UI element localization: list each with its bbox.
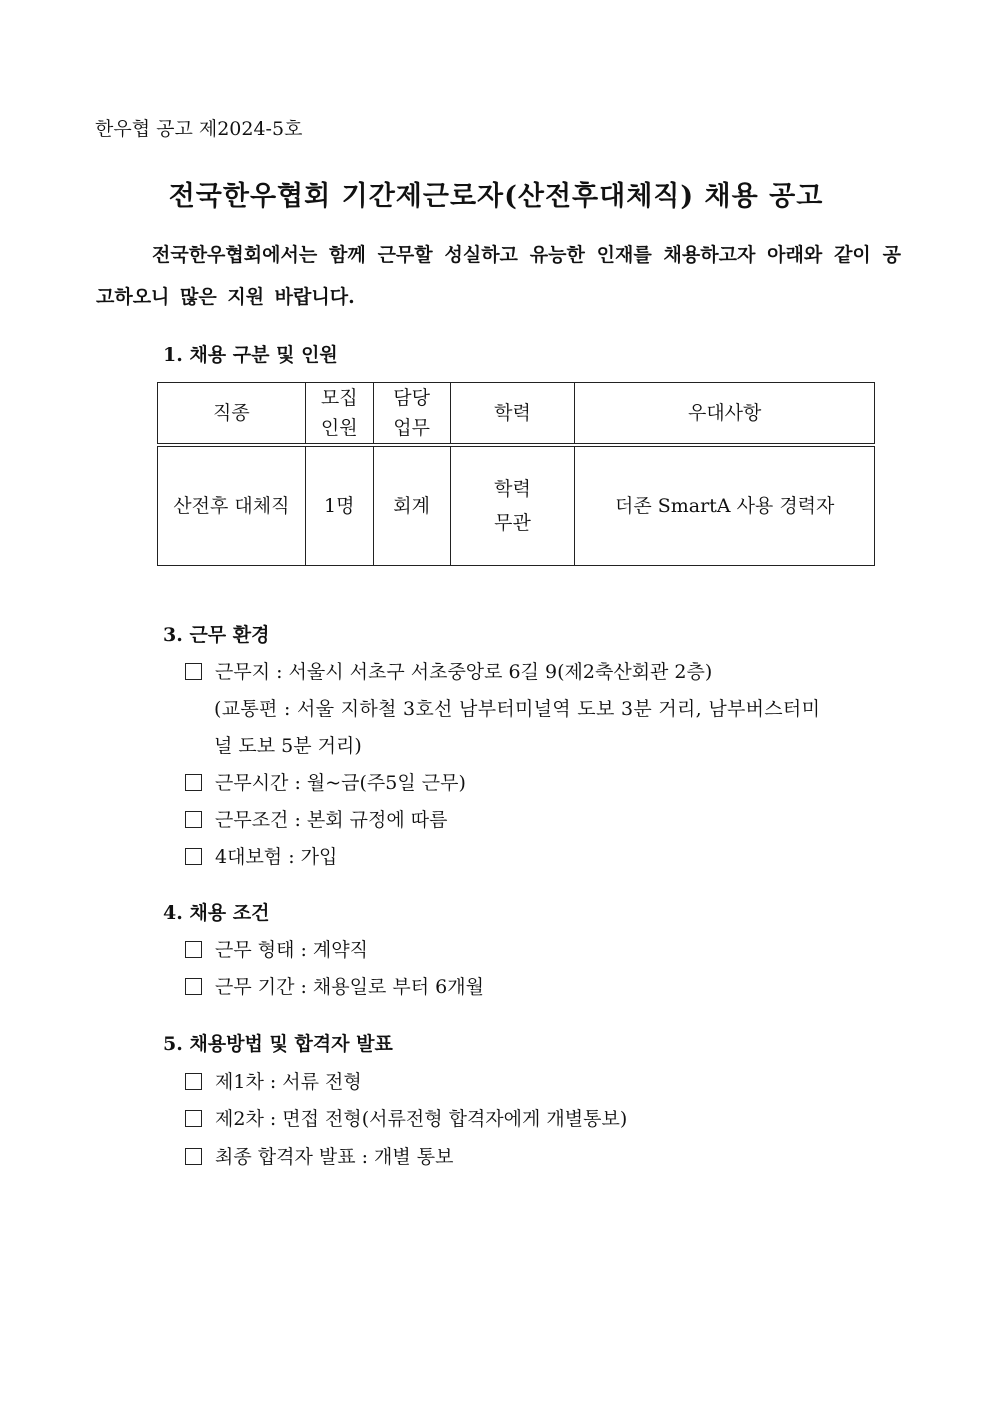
checkbox-icon (185, 941, 202, 958)
checkbox-icon (185, 774, 202, 791)
checkbox-icon (185, 1073, 202, 1090)
intro-paragraph: 전국한우협회에서는 함께 근무할 성실하고 유능한 인재를 채용하고자 아래와 같이 공고하오니 많은 지원 바랍니다. (96, 244, 901, 308)
checkbox-icon (185, 1148, 202, 1165)
checkbox-icon (185, 978, 202, 995)
checkbox-icon (185, 1110, 202, 1127)
cell-education: 학력 무관 (450, 445, 575, 566)
header-headcount: 모집 인원 (305, 383, 373, 446)
header-preference: 우대사항 (575, 383, 875, 446)
table-row (158, 445, 875, 566)
list-item: 제1차 : 서류 전형 (185, 1067, 362, 1094)
header-duty: 담당 업무 (373, 383, 450, 446)
header-education: 학력 (450, 383, 575, 446)
transport-line: (교통편 : 서울 지하철 3호선 남부터미널역 도보 3분 거리, 남부버스터미 (214, 698, 821, 720)
transport-line: 널 도보 5분 거리) (214, 735, 362, 757)
list-item: 제2차 : 면접 전형(서류전형 합격자에게 개별통보) (185, 1104, 627, 1131)
section3-heading: 3. 근무 환경 (163, 624, 270, 646)
table-header-row (158, 383, 875, 446)
cell-preference: 더존 SmartA 사용 경력자 (575, 445, 875, 566)
page-title: 전국한우협회 기간제근로자(산전후대체직) 채용 공고 (168, 181, 824, 212)
section5-heading: 5. 채용방법 및 합격자 발표 (163, 1033, 393, 1055)
list-item: 최종 합격자 발표 : 개별 통보 (185, 1142, 454, 1169)
header-job-type: 직종 (158, 383, 306, 446)
section4-heading: 4. 채용 조건 (163, 902, 270, 924)
list-item: 근무 기간 : 채용일로 부터 6개월 (185, 972, 484, 999)
list-item: 근무 형태 : 계약직 (185, 935, 368, 962)
list-item: 근무조건 : 본회 규정에 따름 (185, 805, 447, 832)
list-item: 근무지 : 서울시 서초구 서초중앙로 6길 9(제2축산회관 2층) (185, 657, 712, 684)
section1-heading: 1. 채용 구분 및 인원 (163, 344, 338, 366)
list-item: 4대보험 : 가입 (185, 842, 337, 869)
cell-headcount: 1명 (305, 445, 373, 566)
cell-job-type: 산전후 대체직 (158, 445, 306, 566)
recruitment-table (157, 382, 875, 566)
checkbox-icon (185, 663, 202, 680)
notice-number: 한우협 공고 제2024-5호 (95, 118, 303, 140)
list-item: 근무시간 : 월~금(주5일 근무) (185, 768, 466, 795)
checkbox-icon (185, 811, 202, 828)
checkbox-icon (185, 848, 202, 865)
cell-duty: 회계 (373, 445, 450, 566)
